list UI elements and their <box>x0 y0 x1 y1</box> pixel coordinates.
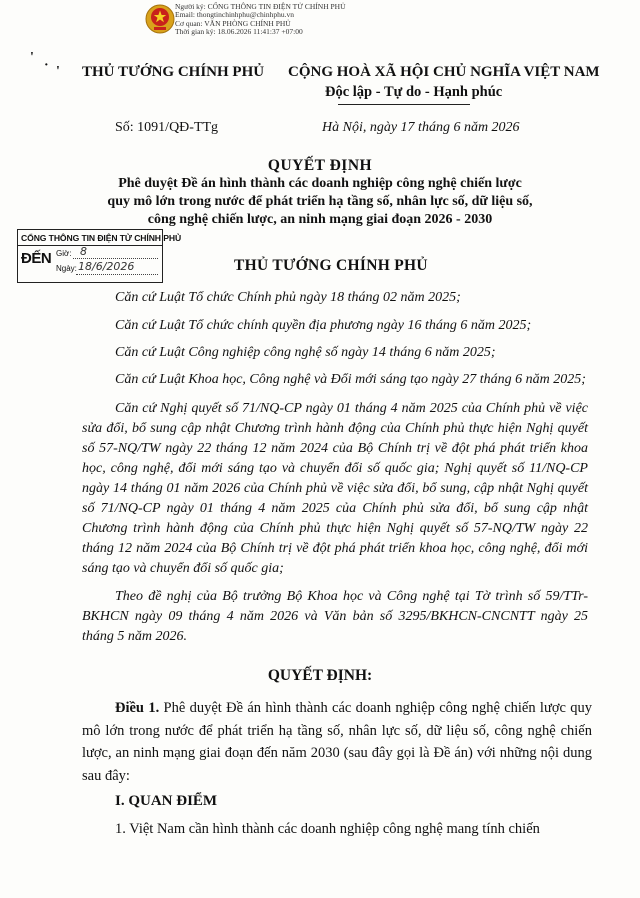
signature-signer: Người ký: CỔNG THÔNG TIN ĐIỆN TỬ CHÍNH PHỦ <box>175 2 346 11</box>
motto-underline <box>338 104 470 105</box>
document-title-line: công nghệ chiến lược, an ninh mạng giai đoạn 2026 - 2030 <box>147 212 493 227</box>
stamp-org: CỔNG THÔNG TIN ĐIỆN TỬ CHÍNH PHỦ <box>21 233 182 243</box>
article-1 <box>82 697 592 787</box>
proposal-basis: Theo đề nghị của Bộ trưởng Bộ Khoa học và Công nghệ tại Tờ trình số 59/TTr-BKHCN ngày 09 tháng 4 năm 2026 và Văn bản số 3295/BKHCN-CNCNTT ngày 25 tháng 5 năm 2026. <box>82 589 588 644</box>
legal-basis: Căn cứ Luật Khoa học, Công nghệ và Đổi mới sáng tạo ngày 27 tháng 6 năm 2025; <box>115 372 586 387</box>
document-type: QUYẾT ĐỊNH <box>267 157 373 174</box>
article-1-label: Điều 1. <box>115 700 160 716</box>
stamp-dotted-line <box>76 274 158 275</box>
stamp-den-label: ĐẾN <box>21 250 52 267</box>
signature-agency: Cơ quan: VĂN PHÒNG CHÍNH PHỦ <box>175 18 291 28</box>
signature-email: Email: thongtinchinhphu@chinhphu.vn <box>175 10 294 20</box>
stamp-date-value: 18/6/2026 <box>78 260 135 273</box>
document-title-line: quy mô lớn trong nước để phát triển hạ tầng số, nhân lực số, dữ liệu số, <box>107 194 533 209</box>
stamp-divider <box>18 245 162 246</box>
national-title: CỘNG HOÀ XÃ HỘI CHỦ NGHĨA VIỆT NAM <box>288 64 600 80</box>
issuer-name: THỦ TƯỚNG CHÍNH PHỦ <box>82 64 265 80</box>
document-number: Số: 1091/QĐ-TTg <box>115 120 219 135</box>
legal-basis: Căn cứ Luật Công nghiệp công nghệ số ngày 14 tháng 6 năm 2025; <box>115 345 496 360</box>
section-item: 1. Việt Nam cần hình thành các doanh nghiệp công nghệ mang tính chiến <box>115 821 540 837</box>
digital-signature-info <box>175 3 346 36</box>
stamp-time-label: Giờ: <box>56 249 72 258</box>
authority-heading: THỦ TƯỚNG CHÍNH PHỦ <box>234 257 428 274</box>
decision-heading: QUYẾT ĐỊNH: <box>267 667 373 684</box>
received-stamp <box>17 229 182 283</box>
place-date: Hà Nội, ngày 17 tháng 6 năm 2026 <box>322 120 520 135</box>
scan-mark: ' <box>30 50 34 65</box>
document-title-line: Phê duyệt Đề án hình thành các doanh nghiệp công nghệ chiến lược <box>118 176 522 191</box>
legal-basis: Căn cứ Luật Tổ chức chính quyền địa phương ngày 16 tháng 6 năm 2025; <box>115 318 532 333</box>
stamp-dotted-line <box>73 258 158 259</box>
legal-basis: Căn cứ Nghị quyết số 71/NQ-CP ngày 01 tháng 4 năm 2025 của Chính phủ về việc sửa đổi, bổ sung cập nhật Chương trình hành động của Chính phủ thực hiện Nghị quyết số 57-NQ/TW ngày 22 tháng 12 năm 2024 của Bộ Chính trị về đột phá phát triển khoa học, công nghệ, đổi mới sáng tạo và chuyển đổi số quốc gia; Nghị quyết số 11/NQ-CP ngày 14 tháng 01 năm 2026 của Chính phủ về việc sửa đổi, bổ sung, cập nhật Nghị quyết số 71/NQ-CP ngày 01 tháng 4 năm 2025 của Chính phủ sửa đổi, bổ sung cập nhật Chương trình hành động của Chính phủ thực hiện Nghị quyết số 57-NQ/TW ngày 22 tháng 12 năm 2024 của Bộ Chính trị về đột phá phát triển khoa học, công nghệ, đổi mới sáng tạo và chuyển đổi số quốc gia; <box>82 401 588 576</box>
scan-mark: · <box>44 58 49 73</box>
stamp-time-value: 8 <box>80 245 87 258</box>
scan-mark: ' <box>56 64 60 79</box>
signature-time: Thời gian ký: 18.06.2026 11:41:37 +07:00 <box>175 26 303 36</box>
section-heading: I. QUAN ĐIỂM <box>115 793 218 809</box>
national-emblem-icon <box>145 3 175 35</box>
national-motto: Độc lập - Tự do - Hạnh phúc <box>325 84 503 100</box>
stamp-date-label: Ngày: <box>56 264 77 273</box>
legal-basis: Căn cứ Luật Tổ chức Chính phủ ngày 18 tháng 02 năm 2025; <box>115 290 461 305</box>
article-1-text: Phê duyệt Đề án hình thành các doanh nghiệp công nghệ chiến lược quy mô lớn trong nước để phát triển hạ tầng số, nhân lực số, dữ liệu số, công nghệ chiến lược, an ninh mạng giai đoạn đến năm 2030 (sau đây gọi là Đề án) với những nội dung sau đây: <box>82 700 592 784</box>
